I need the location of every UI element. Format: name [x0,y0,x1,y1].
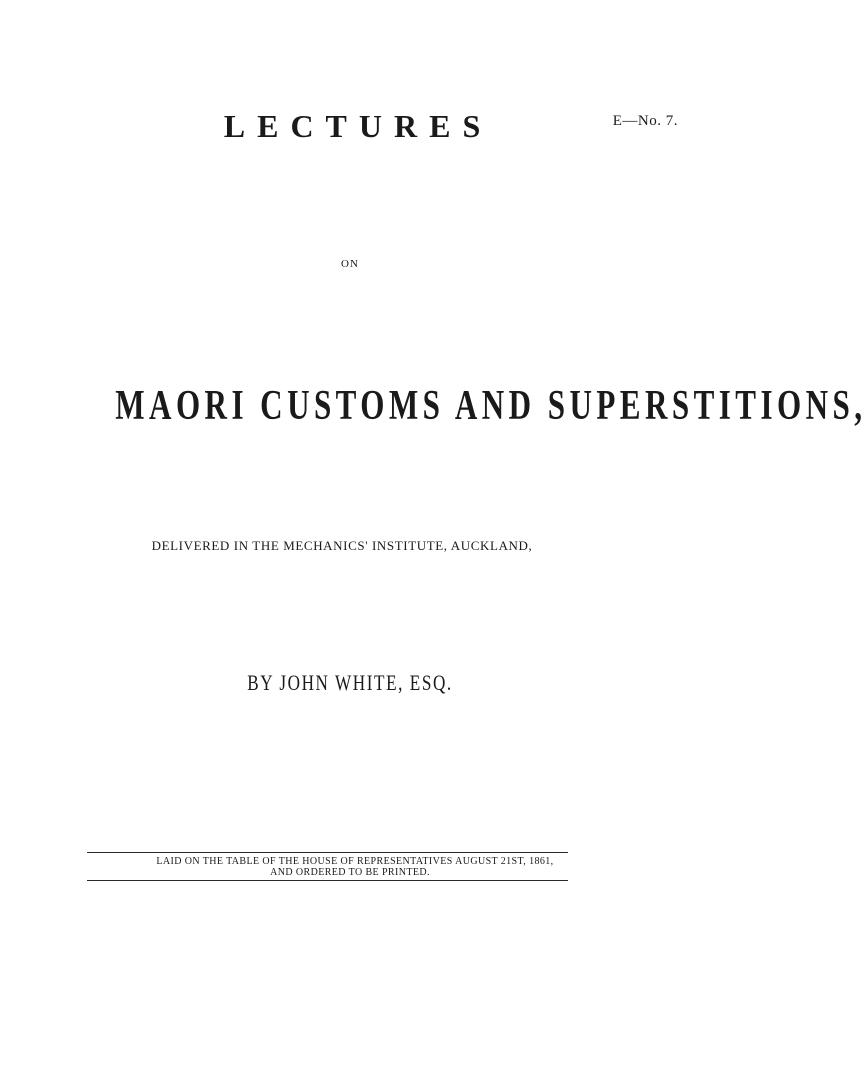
document-subject: MAORI CUSTOMS AND SUPERSTITIONS, [115,383,866,429]
printing-note [0,856,700,878]
document-author: BY JOHN WHITE, ESQ. [247,670,453,695]
top-rule-divider [87,852,568,853]
printing-note-line-1: LAID ON THE TABLE OF THE HOUSE OF REPRESENTATIVES AUGUST 21ST, 1861, [156,856,554,867]
printing-note-line-2: AND ORDERED TO BE PRINTED. [270,867,430,878]
document-title: LECTURES [223,108,493,144]
delivery-location: DELIVERED IN THE MECHANICS' INSTITUTE, AUCKLAND, [151,538,533,553]
document-reference: E—No. 7. [612,113,678,129]
title-connector: ON [341,258,359,270]
bottom-rule-divider [87,880,568,881]
